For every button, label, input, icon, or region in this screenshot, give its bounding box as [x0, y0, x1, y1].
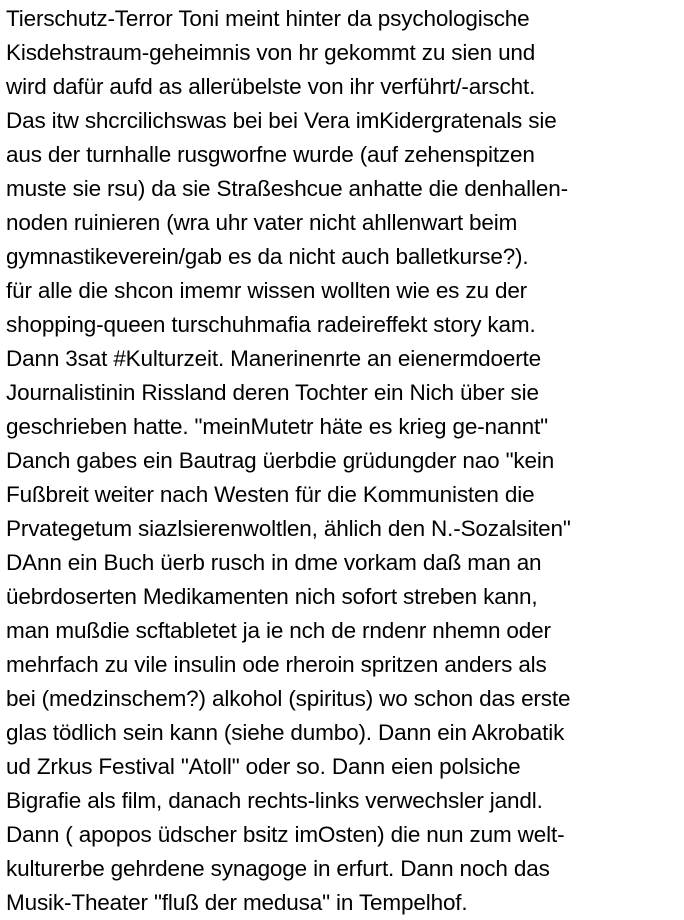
- text-line-7: noden ruinieren (wra uhr vater nicht ahllenwart beim: [6, 210, 518, 235]
- text-line-2: Kisdehstraum-geheimnis von hr gekommt zu sien und: [6, 40, 536, 65]
- text-line-16: Prvategetum siazlsierenwoltlen, ählich den N.-Sozalsiten": [6, 516, 571, 541]
- text-line-6: muste sie rsu) da sie Straßeshcue anhatte die denhallen-: [6, 176, 568, 201]
- text-line-19: man mußdie scftabletet ja ie nch de rndenr nhemn oder: [6, 618, 551, 643]
- text-line-4: Das itw shcrcilichswas bei bei Vera imKidergratenals sie: [6, 108, 557, 133]
- text-line-23: ud Zrkus Festival "Atoll" oder so. Dann eien polsiche: [6, 754, 521, 779]
- text-line-26: kulturerbe gehrdene synagoge in erfurt. Dann noch das: [6, 856, 550, 881]
- text-line-10: shopping-queen turschuhmafia radeireffekt story kam.: [6, 312, 536, 337]
- text-line-13: geschrieben hatte. "meinMutetr häte es krieg ge-nannt": [6, 414, 548, 439]
- text-line-17: DAnn ein Buch üerb rusch in dme vorkam daß man an: [6, 550, 542, 575]
- text-line-9: für alle die shcon imemr wissen wollten wie es zu der: [6, 278, 528, 303]
- text-line-21: bei (medzinschem?) alkohol (spiritus) wo schon das erste: [6, 686, 571, 711]
- text-line-1: Tierschutz-Terror Toni meint hinter da psychologische: [6, 6, 530, 31]
- text-line-22: glas tödlich sein kann (siehe dumbo). Dann ein Akrobatik: [6, 720, 565, 745]
- text-line-5: aus der turnhalle rusgworfne wurde (auf zehenspitzen: [6, 142, 535, 167]
- text-line-15: Fußbreit weiter nach Westen für die Kommunisten die: [6, 482, 535, 507]
- text-line-3: wird dafür aufd as allerübelste von ihr verführt/-arscht.: [6, 74, 536, 99]
- text-line-18: üebrdoserten Medikamenten nich sofort streben kann,: [6, 584, 538, 609]
- text-line-12: Journalistinin Rissland deren Tochter ein Nich über sie: [6, 380, 539, 405]
- text-line-25: Dann ( apopos üdscher bsitz imOsten) die nun zum welt-: [6, 822, 565, 847]
- text-line-8: gymnastikeverein/gab es da nicht auch balletkurse?).: [6, 244, 529, 269]
- document-text-block: [6, 2, 682, 920]
- text-line-11: Dann 3sat #Kulturzeit. Manerinenrte an eienermdoerte: [6, 346, 542, 371]
- text-line-27: Musik-Theater "fluß der medusa" in Tempelhof.: [6, 890, 468, 915]
- text-line-14: Danch gabes ein Bautrag üerbdie grüdungder nao "kein: [6, 448, 555, 473]
- text-line-24: Bigrafie als film, danach rechts-links verwechsler jandl.: [6, 788, 543, 813]
- text-line-20: mehrfach zu vile insulin ode rheroin spritzen anders als: [6, 652, 547, 677]
